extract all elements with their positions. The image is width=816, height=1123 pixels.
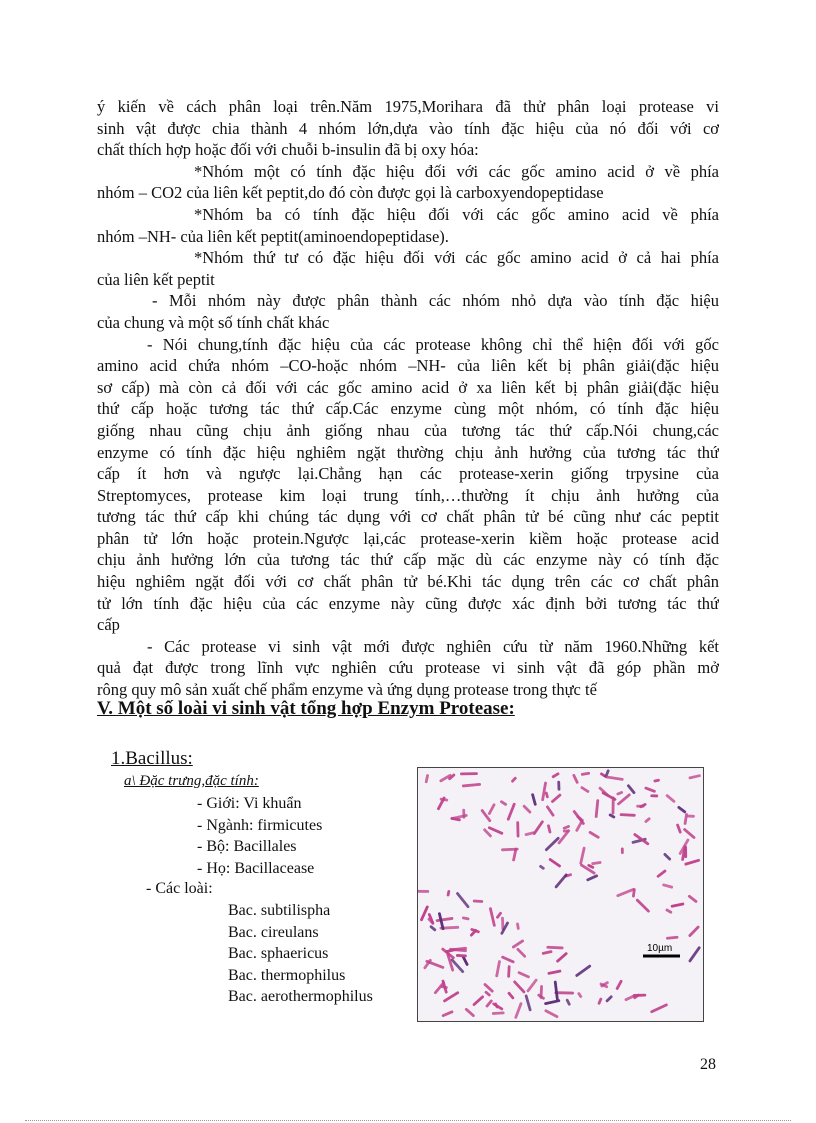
bacterium-rod (670, 902, 684, 908)
bacterium-rod (483, 983, 494, 994)
text-line: ý kiến về cách phân loại trên.Năm 1975,Morihara đã thử phân loại protease vi (97, 97, 719, 116)
bacterium-rod (514, 1002, 523, 1019)
bacterium-rod (626, 784, 635, 795)
bacterium-rod (688, 946, 701, 963)
text-line: hiệu nghiêm ngặt đối với cơ chất phân tử bé.Khi tác dụng trên các cơ chất phân (97, 572, 719, 592)
bacterium-rod (517, 971, 530, 979)
bacterium-rod (484, 990, 491, 997)
bacterium-rod (615, 979, 623, 990)
bacterium-rod (687, 815, 695, 818)
bacterium-rod (554, 873, 568, 889)
bacterium-rod (524, 831, 535, 836)
bacterium-rod (511, 776, 518, 783)
bacterium-rod (462, 783, 481, 788)
subsubheading-characteristics: a\ Đặc trưng,đặc tính: (124, 773, 259, 789)
text-line: cấp ít hơn và ngược lại.Chẳng hạn các protease-xerin giống trpysine của (97, 464, 719, 484)
bacterium-rod (557, 781, 560, 791)
bacterium-rod (506, 802, 516, 821)
species-item: Bac. subtilispha (228, 902, 331, 919)
bacterium-rod (507, 991, 515, 999)
species-item: Bac. sphaericus (228, 945, 329, 962)
bacterium-rod (495, 960, 501, 978)
subheading-bacillus: 1.Bacillus: (111, 748, 193, 769)
bacterium-rod (639, 803, 647, 809)
classification-item: - Giới: Vi khuẩn (197, 795, 302, 812)
bacterium-rod (572, 774, 579, 785)
bacterium-rod (621, 848, 624, 854)
bacterium-rod (656, 869, 667, 878)
bacterium-rod (489, 907, 496, 927)
classification-list (197, 793, 322, 879)
bacterium-rod (513, 980, 526, 994)
bacterium-rod (620, 813, 636, 817)
species-label: - Các loài: (146, 880, 213, 897)
bacterium-rod (588, 830, 600, 839)
text-line: tử lớn tính đặc hiệu của các enzyme này cũng được xác định bởi tương tác thứ (97, 593, 719, 613)
footer-divider (25, 1120, 791, 1121)
bacterium-rod (605, 775, 624, 780)
bacterium-rod (507, 965, 510, 978)
bacterium-rod (676, 823, 682, 834)
bacterium-rod (460, 772, 478, 775)
text-line: nhóm –NH- của liên kết peptit(aminoendopeptidase). (97, 226, 449, 246)
bacterium-rod (547, 824, 552, 834)
bacterium-rod (456, 892, 470, 909)
bacterium-rod (562, 825, 570, 830)
text-line: tương tác thứ cấp khi chúng tác dụng với cơ chất phân tử bé cũng như các peptit (97, 507, 719, 527)
bacterium-rod (526, 978, 538, 993)
text-line: nhóm – CO2 của liên kết peptit,do đó còn được gọi là carboxyendopeptidase (97, 183, 604, 203)
bacterium-rod (501, 955, 515, 963)
bacterium-rod (551, 772, 560, 779)
bacterium-rod (492, 1002, 504, 1011)
text-line: của chung và một số tính chất khác (97, 312, 330, 332)
bacterium-rod (586, 874, 599, 882)
bacterium-rod (441, 1010, 453, 1017)
bacterium-rod (446, 890, 450, 897)
bacterium-rod (605, 995, 613, 1003)
bacterium-rod (635, 898, 650, 913)
bacterium-rod (545, 805, 555, 817)
bacterium-rod (425, 774, 430, 784)
micrograph-image (418, 768, 703, 1021)
bacterium-rod (547, 969, 561, 975)
bacterium-rod (485, 999, 493, 1008)
bacterium-rod (650, 794, 658, 797)
bacterium-rod (581, 772, 591, 776)
bacillus-micrograph (417, 767, 704, 1022)
bacterium-rod (472, 995, 484, 1007)
text-line: quả đạt được trong lĩnh vực nghiên cứu protease vi sinh vật đã góp phần mở (97, 658, 719, 678)
bacterium-rod (516, 821, 519, 837)
bacterium-rod (541, 781, 547, 801)
bacterium-rod (688, 774, 701, 780)
text-line: sơ cấp) mà còn cả đối với các gốc amino acid ở xa liên kết bị phân giải(đặc hiệu (97, 377, 719, 397)
section-heading: V. Một số loài vi sinh vật tổng hợp Enzym Protease: (97, 698, 515, 719)
bacterium-rod (616, 791, 623, 796)
classification-item: - Bộ: Bacillales (197, 838, 297, 855)
text-line: giống nhau cũng chịu ảnh giống nhau của tương tác thứ cấp.Nói chung,các (97, 420, 719, 440)
text-line: - Mỗi nhóm này được phân thành các nhóm nhỏ dựa vào tính đặc hiệu (152, 291, 719, 311)
bacterium-rod (653, 779, 660, 783)
bacterium-rod (429, 925, 437, 932)
bacterium-rod (612, 796, 615, 814)
bacterium-rod (500, 800, 508, 806)
classification-item: - Ngành: firmicutes (197, 816, 323, 834)
bacterium-rod (524, 994, 531, 1011)
bacterium-rod (546, 946, 563, 950)
bacterium-rod (666, 936, 679, 940)
text-line: *Nhóm thứ tư có đặc hiệu đối với các gốc amino acid ở cả hai phía (194, 248, 719, 268)
bacterium-rod (554, 981, 559, 1001)
bacterium-rod (556, 952, 568, 963)
species-item: Bac. thermophilus (228, 966, 346, 984)
bacterium-rod (565, 998, 571, 1006)
text-line: chất thích hợp hoặc đối với chuỗi b-insulin đã bị oxy hóa: (97, 140, 479, 160)
bacterium-rod (684, 859, 700, 866)
bacterium-rod (597, 997, 602, 1005)
bacterium-rod (516, 947, 527, 958)
text-line: Streptomyces, protease kim loại trung tính,…thường ít chịu ảnh hưởng của (97, 485, 719, 505)
bacterium-rod (456, 954, 467, 957)
bacterium-rod (539, 864, 546, 870)
text-line: enzyme có tính đặc hiệu nghiêm ngặt thường chịu ảnh hưởng của tương tác thứ (97, 442, 719, 462)
bacterium-rod (418, 890, 429, 893)
bacterium-rod (575, 964, 592, 977)
bacterium-rod (436, 917, 454, 922)
text-line: thứ cấp hoặc tương tác thứ cấp.Các enzyme cùng một nhóm, có tính đặc hiệu (97, 399, 719, 419)
bacterium-rod (516, 922, 520, 930)
text-line: - Các protease vi sinh vật mới được nghiên cứu từ năm 1960.Những kết (147, 636, 719, 656)
text-line: rông quy mô sản xuất chế phẩm enzyme và ứng dụng protease trong thực tế (97, 680, 597, 700)
text-line: cấp (97, 615, 120, 635)
scale-bar-label: 10µm (647, 943, 673, 954)
bacterium-rod (551, 793, 562, 803)
bacterium-rod (684, 813, 689, 825)
bacterium-rod (677, 805, 687, 813)
bacterium-rod (511, 939, 524, 949)
bacterium-rod (595, 799, 600, 818)
bacterium-rod (492, 1011, 505, 1015)
bacterium-rod (542, 950, 553, 955)
text-line: của liên kết peptit (97, 269, 215, 289)
bacterium-rod (665, 794, 676, 804)
body-text (97, 96, 719, 701)
species-item: Bac. cireulans (228, 923, 319, 941)
species-list (228, 900, 373, 1008)
text-line: phân tử lớn hoặc protein.Ngược lại,các protease-xerin kiềm hoặc protease acid (97, 528, 719, 548)
text-line: *Nhóm ba có tính đặc hiệu đối với các gốc amino acid về phía (194, 204, 719, 224)
bacterium-rod (462, 916, 470, 920)
text-line: sinh vật được chia thành 4 nhóm lớn,dựa vào tính đặc hiệu của nó đối với cơ (97, 118, 719, 138)
bacterium-rod (464, 1007, 475, 1017)
bacterium-rod (662, 883, 673, 889)
bacterium-rod (665, 908, 673, 914)
text-line: - Nói chung,tính đặc hiệu của các protease không chỉ thể hiện đối với gốc (147, 334, 719, 354)
bacterium-rod (644, 817, 651, 824)
species-item: Bac. aerothermophilus (228, 988, 373, 1005)
bacterium-rod (683, 828, 696, 840)
bacterium-rod (544, 836, 560, 851)
bacterium-rod (522, 804, 532, 814)
classification-item: - Họ: Bacillacease (197, 859, 315, 877)
bacterium-rod (687, 894, 698, 903)
bacterium-rod (688, 925, 700, 937)
text-line: *Nhóm một có tính đặc hiệu đối với các gốc amino acid ở về phía (194, 161, 719, 181)
bacterium-rod (644, 786, 656, 793)
bacterium-rod (473, 899, 484, 902)
bacterium-rod (531, 793, 537, 806)
bacterium-rod (577, 992, 583, 999)
bacterium-rod (544, 1009, 559, 1019)
bacterium-rod (591, 861, 601, 865)
text-line: chịu ảnh hưởng lớn của tương tác thứ cấp mặc dù các enzyme này có tính đặc (97, 550, 719, 570)
page-number: 28 (700, 1056, 716, 1073)
bacterium-rod (633, 833, 650, 846)
bacterium-rod (579, 847, 586, 865)
text-line: amino acid chứa nhóm –CO-hoặc nhóm –NH- của liên kết bị phân giải(đặc hiệu (97, 356, 719, 376)
bacterium-rod (487, 803, 495, 815)
bacterium-rod (548, 858, 561, 868)
bacterium-rod (580, 786, 590, 794)
bacterium-rod (650, 1003, 668, 1014)
bacterium-rod (663, 852, 672, 861)
